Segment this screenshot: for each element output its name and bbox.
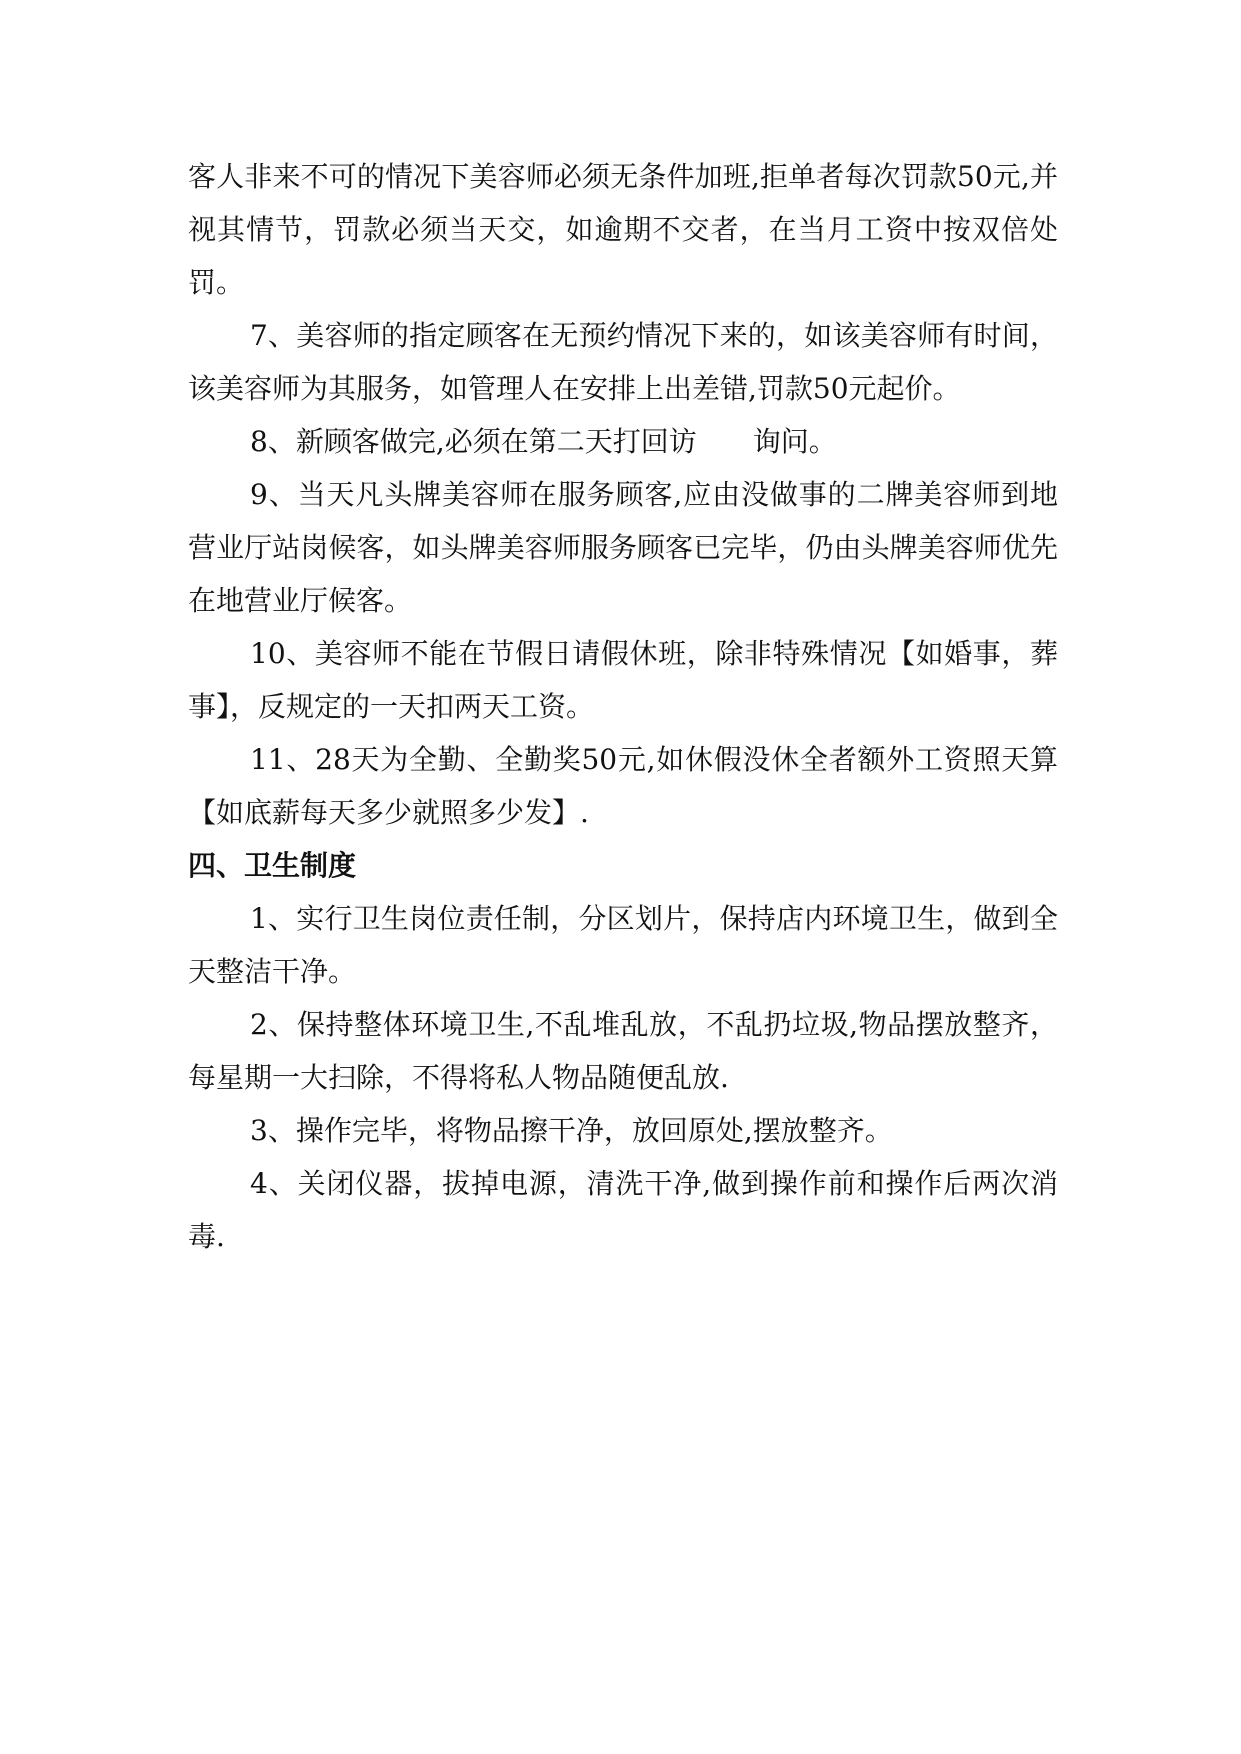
paragraph-overtime-penalty: 客人非来不可的情况下美容师必须无条件加班,拒单者每次罚款50元,并视其情节，罚款必须当天交，如逾期不交者，在当月工资中按双倍处罚。 (188, 160, 1058, 299)
paragraph-rule-10: 10、美容师不能在节假日请假休班，除非特殊情况【如婚事，葬事】，反规定的一天扣两天工资。 (188, 637, 1058, 723)
paragraph-hygiene-2: 2、保持整体环境卫生,不乱堆乱放，不乱扔垃圾,物品摆放整齐，每星期一大扫除，不得将私人物品随便乱放. (188, 1008, 1058, 1094)
paragraph-rule-11: 11、28天为全勤、全勤奖50元,如休假没休全者额外工资照天算【如底薪每天多少就照多少发】. (188, 743, 1058, 829)
paragraph-rule-9: 9、当天凡头牌美容师在服务顾客,应由没做事的二牌美容师到地营业厅站岗候客，如头牌美容师服务顾客已完毕，仍由头牌美容师优先在地营业厅候客。 (188, 478, 1058, 617)
paragraph-rule-7: 7、美容师的指定顾客在无预约情况下来的，如该美容师有时间，该美容师为其服务，如管理人在安排上出差错,罚款50元起价。 (188, 319, 1058, 405)
paragraph-hygiene-1: 1、实行卫生岗位责任制，分区划片，保持店内环境卫生，做到全天整洁干净。 (188, 902, 1058, 988)
paragraph-rule-8: 8、新顾客做完,必须在第二天打回访 询问。 (250, 425, 837, 458)
document-page (188, 150, 1058, 1263)
section-heading-hygiene: 四、卫生制度 (188, 849, 357, 882)
paragraph-hygiene-4: 4、关闭仪器，拔掉电源，清洗干净,做到操作前和操作后两次消毒. (188, 1167, 1058, 1253)
paragraph-hygiene-3: 3、操作完毕，将物品擦干净，放回原处,摆放整齐。 (250, 1114, 893, 1147)
